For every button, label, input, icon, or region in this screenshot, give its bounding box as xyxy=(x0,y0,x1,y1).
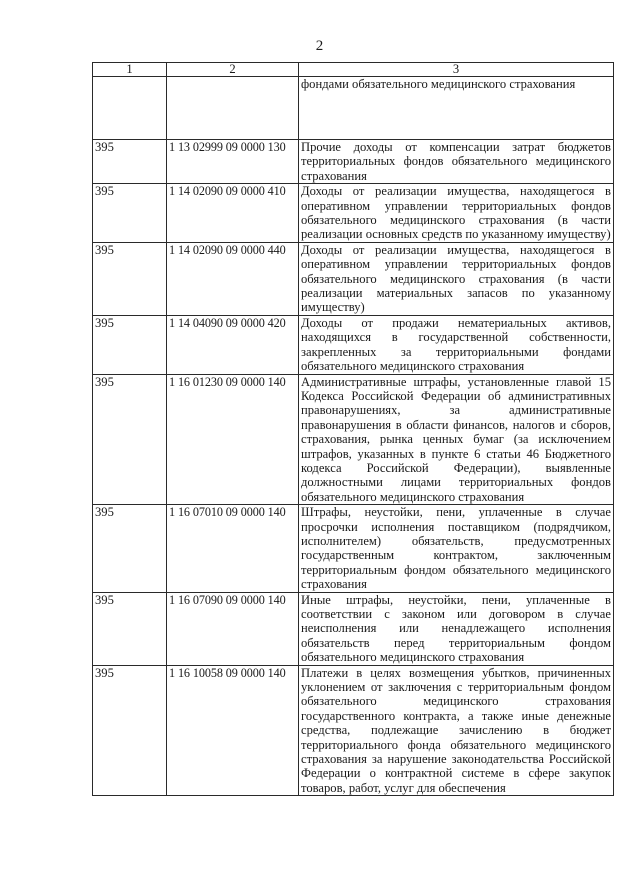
table-row xyxy=(93,505,614,592)
admin-cell: 395 xyxy=(93,184,167,243)
description-cell: Доходы от продажи нематериальных активов, находящихся в государственной собственности, закрепленных за территориальными фондами обязательного медицинского страхования xyxy=(299,315,614,374)
kbk-code-cell: 1 14 02090 09 0000 440 xyxy=(167,242,299,315)
kbk-code-cell: 1 16 01230 09 0000 140 xyxy=(167,374,299,505)
column-header-2: 2 xyxy=(167,63,299,77)
table-row xyxy=(93,242,614,315)
description-cell: Штрафы, неустойки, пени, уплаченные в случае просрочки исполнения поставщиком (подрядчиком, исполнителем) обязательств, предусмотренных государственным контрактом, заключенным территориальным фондом обязательного медицинского страхования xyxy=(299,505,614,592)
description-cell: Административные штрафы, установленные главой 15 Кодекса Российской Федерации об административных правонарушениях, за административные правонарушения в области финансов, налогов и сборов, страхования, рынка ценных бумаг (за исключением штрафов, указанных в пункте 6 статьи 46 Бюджетного кодекса Российской Федерации), выявленные должностными лицами территориальных фондов обязательного медицинского страхования xyxy=(299,374,614,505)
description-cell: Платежи в целях возмещения убытков, причиненных уклонением от заключения с территориальным фондом обязательного медицинского страхования государственного контракта, а также иные денежные средства, подлежащие зачислению в бюджет территориального фонда обязательного медицинского страхования за нарушение законодательства Российской Федерации о контрактной системе в сфере закупок товаров, работ, услуг для обеспечения xyxy=(299,665,614,796)
admin-cell: 395 xyxy=(93,505,167,592)
admin-cell: 395 xyxy=(93,140,167,184)
admin-cell: 395 xyxy=(93,665,167,796)
kbk-code-cell: 1 16 10058 09 0000 140 xyxy=(167,665,299,796)
description-cell: Доходы от реализации имущества, находящегося в оперативном управлении территориальных фондов обязательного медицинского страхования (в части реализации материальных запасов по указанному имуществу) xyxy=(299,242,614,315)
kbk-code-cell: 1 14 02090 09 0000 410 xyxy=(167,184,299,243)
page-number: 2 xyxy=(315,38,324,54)
table-header-row xyxy=(93,63,614,77)
continuation-code-cell xyxy=(167,77,299,140)
description-cell: Прочие доходы от компенсации затрат бюджетов территориальных фондов обязательного медицинского страхования xyxy=(299,140,614,184)
admin-cell: 395 xyxy=(93,242,167,315)
description-cell: Доходы от реализации имущества, находящегося в оперативном управлении территориальных фондов обязательного медицинского страхования (в части реализации основных средств по указанному имуществу) xyxy=(299,184,614,243)
kbk-code-cell: 1 16 07090 09 0000 140 xyxy=(167,592,299,665)
kbk-code-cell: 1 13 02999 09 0000 130 xyxy=(167,140,299,184)
table-row xyxy=(93,665,614,796)
admin-cell: 395 xyxy=(93,592,167,665)
admin-cell: 395 xyxy=(93,374,167,505)
continuation-admin-cell xyxy=(93,77,167,140)
continuation-description: фондами обязательного медицинского страхования xyxy=(299,77,614,140)
table-row xyxy=(93,140,614,184)
table-row xyxy=(93,592,614,665)
table-row xyxy=(93,184,614,243)
kbk-code-cell: 1 14 04090 09 0000 420 xyxy=(167,315,299,374)
revenue-codes-table xyxy=(92,62,614,796)
admin-cell: 395 xyxy=(93,315,167,374)
continuation-row xyxy=(93,77,614,140)
description-cell: Иные штрафы, неустойки, пени, уплаченные в соответствии с законом или договором в случае неисполнения или ненадлежащего исполнения обязательств перед территориальным фондом обязательного медицинского страхования xyxy=(299,592,614,665)
column-header-1: 1 xyxy=(93,63,167,77)
kbk-code-cell: 1 16 07010 09 0000 140 xyxy=(167,505,299,592)
column-header-3: 3 xyxy=(299,63,614,77)
table-row xyxy=(93,374,614,505)
table-row xyxy=(93,315,614,374)
